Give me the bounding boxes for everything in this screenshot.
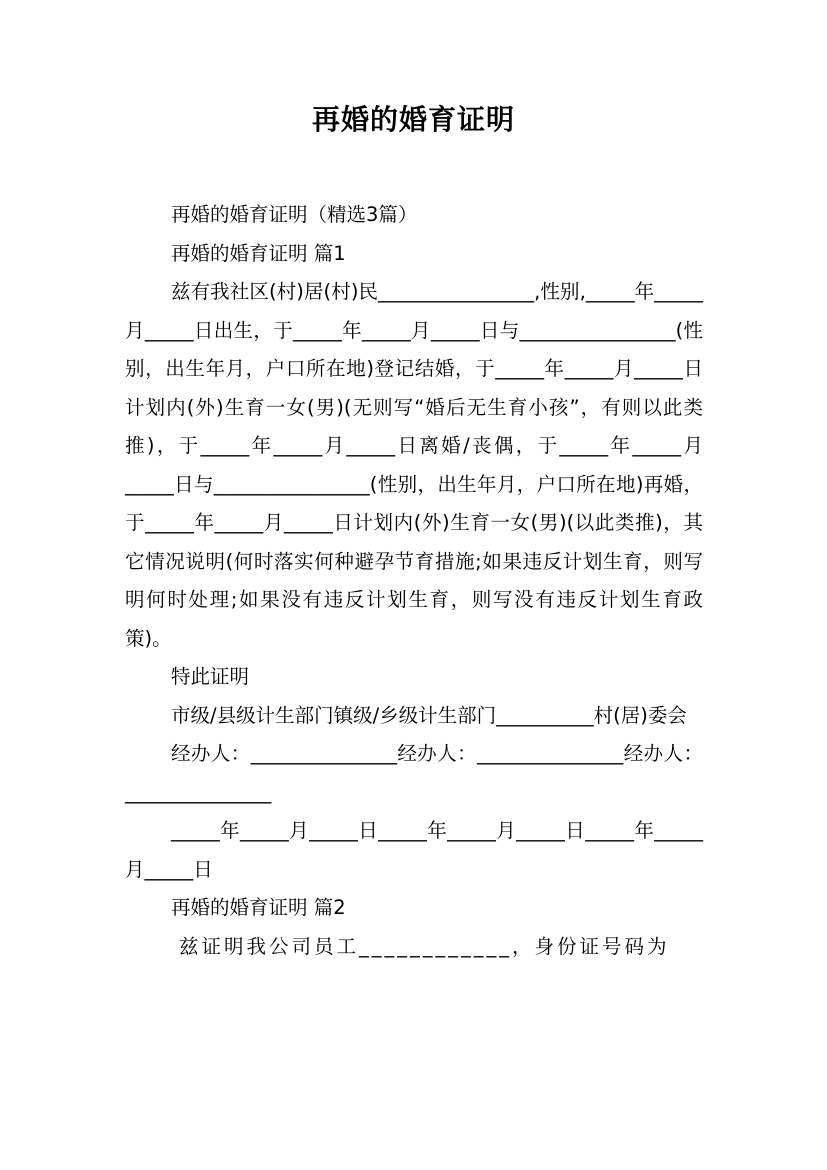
paragraph-departments: 市级/县级计生部门镇级/乡级计生部门__________村(居)委会 (171, 703, 687, 727)
paragraph-dates: _____年_____月_____日_____年_____月_____日_____年_____月_____日 (125, 819, 703, 881)
paragraph-subtitle: 再婚的婚育证明（精选3篇） (171, 203, 418, 226)
document-body (125, 196, 703, 966)
paragraph-handlers: 经办人：_______________经办人：_______________经办人：_______________ (125, 742, 703, 804)
paragraph-employee: 兹证明我公司员工____________，身份证号码为 (179, 934, 670, 958)
section-heading-1: 再婚的婚育证明 篇1 (171, 241, 346, 265)
paragraph-main: 兹有我社区(村)居(村)民________________,性别,_____年_____月_____日出生，于_____年_____月_____日与________________(性别，出生年月，户口所在地)登记结婚，于_____年_____月_____日计划内(外)生育一女(男)(无则写“婚后无生育小孩”，有则以此类推)，于_____年_____月_____日离婚/丧偶，于_____年_____月_____日与________________(性别，出生年月，户口所在地)再婚，于_____年_____月_____日计划内(外)生育一女(男)(以此类推)，其它情况说明(何时落实何种避孕节育措施;如果违反计划生育，则写明何时处理;如果没有违反计划生育，则写没有违反计划生育政策)。 (125, 280, 703, 650)
paragraph-certify: 特此证明 (171, 665, 250, 688)
section-heading-2: 再婚的婚育证明 篇2 (171, 896, 346, 919)
document-title: 再婚的婚育证明 (311, 103, 515, 136)
